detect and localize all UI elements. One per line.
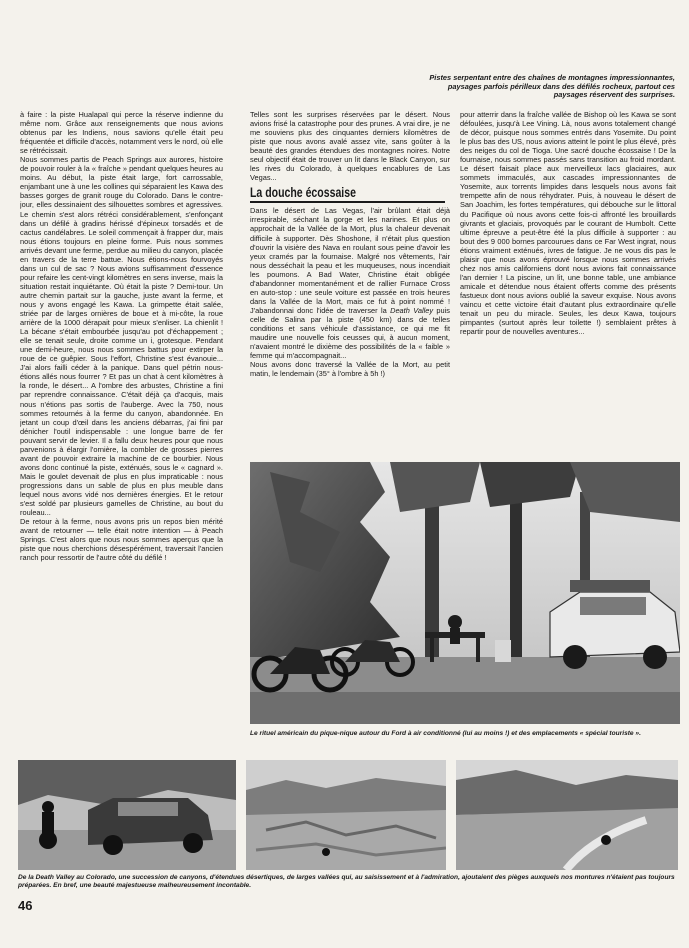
motorcycle-car-photo — [18, 760, 236, 870]
paragraph: pour atterrir dans la fraîche vallée de Bishop où les Kawa se sont défoulées, jusqu'à Lee Vining. Là, nous avons totalement changé de décor, puisque nous sommes entrés dans Yosemite. Du point le plus bas des US, nous avions atteint le point le plus élevé, près des neiges du col de Tioga. Une sacré douche écossaise ! De la fournaise, nous sommes passés sans transition au froid mordant. Le désert faisait place aux merveilleux lacs glaciaires, aux sommets immaculés, aux cascades impressionnantes de Yosemite, aux torrents limpides dans lesquels nous avons fait trempette afin de nous réhydrater. Puis, à nouveau le désert de San Joachim, les fortes températures, qui débouche sur le littoral du Pacifique où nous avons cette fois-ci affronté les brouillards givrants et glaciais, provoqués par le courant de Humbolt. Cette ultime épreuve a peut-être été la plus difficile à supporter : au bout des 9 000 bornes parcourues dans ce Far West ingrat, nous étions vraiment exténués, ivres de fatigue. Je ne vous dis pas le plaisir que nous avons éprouvé lorsque nous sommes arrivés chez nos amis californiens dont nous avions fait connaissance l'an dernier ! La piscine, un lit, une bonne table, une ambiance amicale et détendue nous étaient offerts comme des présents fastueux dont nous avions oublié la saveur exquise. Nous avons vaincu et cette victoire était d'autant plus extraordinaire qu'elle tenait un peu du miracle. Seules, les deux Kawa, toujours pimpantes (surtout après leur toilette !) semblaient prêtes à repartir pour de nouvelles aventures... — [460, 110, 676, 337]
article-column-3 — [460, 110, 676, 470]
paragraph: Nous avons donc traversé la Vallée de la Mort, au petit matin, le lendemain (35° à l'ombre à 5h !) — [250, 360, 450, 379]
paragraph: Telles sont les surprises réservées par le désert. Nous avions frisé la catastrophe pour des prunes. A vrai dire, je ne me souviens plus des cinquantes derniers kilomètres de piste que nous avons avalé assez vite, sans goûter à la beauté des grandes étendues des montagnes noires. Notre seul objectif était de trouver un lit dans le Black Canyon, sur les rives du Colorado, à quelques encablures de Las Vegas... — [250, 110, 450, 183]
article-column-1 — [20, 110, 223, 750]
canyon-photo — [246, 760, 446, 870]
paragraph: Nous sommes partis de Peach Springs aux aurores, histoire de pouvoir rouler à la « fraîche » pendant quelques heures au moins. Au début, la piste était large, fort carrossable, enjambant une à une les collines qui séparaient les Kawa des basses gorges de granit rouge du Colorado. Dans le contre-jour, elles dessinaient des silhouettes sombres et agressives. Le chemin s'est alors rétréci considérablement, s'enfonçant dans un défilé à gradins hérissé d'épineux torsadés et de cactus candélabres. Le soleil commençait à frapper dur, mais nous étions toujours en pleine forme. Puis nous sommes arrivés devant une ferme, perdue au milieu du canyon, placée en travers de la terre battue. Nous étions-nous fourvoyés dans un cul de sac ? Nous avions suffisamment d'essence pour refaire les cent-vingt kilomètres en sens inverse, mais la situation restait inquiétante. Où était la piste ? Demi-tour. Un autre chemin partait sur la gauche, juste avant la ferme, et nous y avons engagé les Kawa. La grimpette était salée, striée par de larges ornières de boue et à mi-côte, la roue arrière de la 1000 dérapait pour mieux s'enliser. La chienlit ! La bécane s'était embourbée jusqu'au pot d'échappement ; elle se tenait seule, droite comme un i, grotesque. Pendant une demi-heure, nous nous sommes battus pour extirper la roue de ce guêpier. Sous l'effort, Christine s'est évanouie... J'ai alors failli céder à la panique. Dans quel pétrin nous-étions allés nous fourrer ? Et pas un chat à cent kilomètres à la ronde, le désert... A l'ombre des arbustes, Christine a fini par reprendre connaissance. C'était déjà ça d'acquis, mais nous n'étions pas sortis de l'auberge. Avec la 750, nous sommes retournés à la ferme du canyon, abandonnée. En jetant un coup d'œil dans les anciens débarras, j'ai fini par dénicher l'outil indispensable : une longue barre de fer pouvant servir de levier. Il a fallu deux heures pour que nous parvenions à élargir l'ornière, la combler de grosses pierres avant de pouvoir extraire la machine de ce bourbier. Nous avons donc continué la piste, exténués, sous le « cagnard ». Mais le goulet devenait de plus en plus impraticable : nous progressions dans un sable de plus en plus meuble dans lequel nous avons vidé nos dernières énergies. Et le retour s'est soldé par plusieurs gamelles de Christine, au bout du rouleau... — [20, 155, 223, 518]
text-run: puis celle de Salina par la piste (450 km) dans de telles conditions et sans véhicule d'assistance, ce qui me fit maudire une nouvelle fois ceusses qui, à aucun moment, n'avaient montré le dixième des possibilités de la « faible » femme qui m'accompagnait... — [250, 305, 450, 361]
paragraph: De retour à la ferme, nous avons pris un repos bien mérité avant de retourner — telle était notre intention — à Peach Springs. C'est alors que nous nous sommes aperçus que la piste que nous cherchions désespérément, traversait l'ancien ranch pour ressortir de l'autre côté du défilé ! — [20, 517, 223, 563]
text-run: Dans le désert de Las Vegas, l'air brûlant était déjà irrespirable, séchant la gorge et les narines. Et plus on approchait de la Vallée de la Mort, plus la chaleur devenait difficile à supporter. Dès Shoshone, il n'était plus question d'ouvrir la visière des Nava en roulant sous peine d'avoir les yeux cramés par la fournaise. Malgré nos vêtements, l'air nous desséchait la peau et les muqueuses, nous incendiait les poumons. A Bad Water, Christine était obligée d'abandonner momentanément et de rallier Furnace Cross en auto-stop : une seule voiture est passée en trois heures dans la Vallée de la Mort, mais ce fut à point nommé ! J'abandonnai donc l'idée de traverser la — [250, 206, 450, 315]
picnic-photo — [250, 462, 680, 724]
emphasis: Death Valley — [390, 305, 434, 315]
paragraph: à faire : la piste Hualapaï qui perce la réserve indienne du même nom. Grâce aux renseignements que nous avions obtenus par les Indiens, nous savions qu'elle était peu fréquentée et difficile d'accès, notamment vers le nord, où elle se rétrécissait. — [20, 110, 223, 156]
article-column-2 — [250, 110, 450, 485]
desert-road-photo — [456, 760, 678, 870]
section-heading: La douche écossaise — [250, 185, 445, 203]
caption-bottom: De la Death Valley au Colorado, une succession de canyons, d'étendues désertiques, de larges vallées qui, au saisissement et à l'admiration, ajoutaient des pièges auxquels nos montures n'étaient pas toujours préparées. En bref, une beauté majestueuse malheureusement incontable. — [18, 874, 675, 890]
caption-top: Pistes serpentant entre des chaînes de montagnes impressionnantes, paysages parfois périlleux dans des défilés rocheux, partout ces paysages réservent des surprises. — [429, 73, 675, 100]
paragraph — [250, 206, 450, 360]
page-number: 46 — [18, 898, 33, 913]
caption-mid: Le rituel américain du pique-nique autour du Ford à air conditionné (lui au moins !) et des emplacements « spécial touriste ». — [250, 730, 641, 737]
